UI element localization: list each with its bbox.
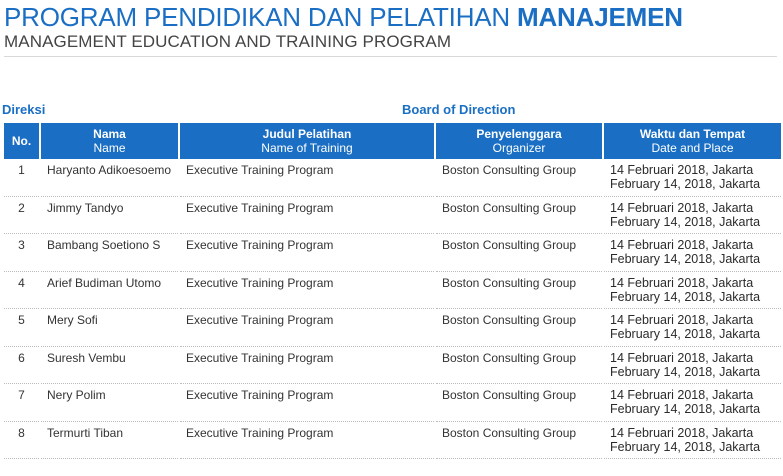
- cell-no: 4: [4, 272, 39, 310]
- date-place-id: 14 Februari 2018, Jakarta: [610, 388, 754, 402]
- cell-no: 1: [4, 159, 39, 197]
- cell-date-place: [604, 272, 781, 310]
- date-place-en: February 14, 2018, Jakarta: [610, 439, 761, 454]
- cell-date-place: [604, 309, 781, 347]
- date-place-en: February 14, 2018, Jakarta: [610, 327, 761, 341]
- column-header-organizer: Penyelenggara Organizer: [436, 123, 602, 159]
- cell-organizer: Boston Consulting Group: [436, 197, 602, 235]
- page-title-part1: PROGRAM PENDIDIKAN DAN PELATIHAN: [4, 2, 518, 32]
- date-place-en: February 14, 2018, Jakarta: [610, 214, 761, 229]
- cell-no: 6: [4, 347, 39, 385]
- cell-training: Executive Training Program: [180, 272, 434, 310]
- cell-name: Jimmy Tandyo: [41, 197, 178, 235]
- date-place-id: 14 Februari 2018, Jakarta: [610, 275, 754, 290]
- cell-training: Executive Training Program: [180, 422, 434, 460]
- cell-date-place: [604, 347, 781, 385]
- date-place-id: 14 Februari 2018, Jakarta: [610, 350, 754, 365]
- cell-organizer: Boston Consulting Group: [436, 422, 602, 460]
- cell-training: Executive Training Program: [180, 347, 434, 385]
- cell-training: Executive Training Program: [180, 384, 434, 422]
- cell-training: Executive Training Program: [180, 309, 434, 347]
- cell-no: 2: [4, 197, 39, 235]
- cell-organizer: Boston Consulting Group: [436, 384, 602, 422]
- column-header-no: No.: [4, 123, 39, 159]
- cell-date-place: [604, 384, 781, 422]
- table-row: [4, 272, 781, 310]
- table-row: [4, 234, 781, 272]
- cell-organizer: Boston Consulting Group: [436, 347, 602, 385]
- page-title-part2: MANAJEMEN: [517, 2, 683, 32]
- cell-training: Executive Training Program: [180, 234, 434, 272]
- section-label-id: Direksi: [2, 102, 46, 117]
- cell-training: Executive Training Program: [180, 197, 434, 235]
- cell-training: Executive Training Program: [180, 159, 434, 197]
- table-row: [4, 347, 781, 385]
- cell-organizer: Boston Consulting Group: [436, 272, 602, 310]
- header-divider: [4, 56, 777, 57]
- cell-name: Nery Polim: [41, 384, 178, 422]
- cell-date-place: [604, 234, 781, 272]
- date-place-en: February 14, 2018, Jakarta: [610, 402, 761, 416]
- cell-no: 3: [4, 234, 39, 272]
- cell-organizer: Boston Consulting Group: [436, 309, 602, 347]
- training-table: [2, 123, 783, 459]
- table-row: [4, 197, 781, 235]
- date-place-en: February 14, 2018, Jakarta: [610, 289, 761, 304]
- cell-date-place: [604, 422, 781, 460]
- date-place-en: February 14, 2018, Jakarta: [610, 252, 761, 266]
- table-row: [4, 309, 781, 347]
- cell-name: Bambang Soetiono S: [41, 234, 178, 272]
- date-place-en: February 14, 2018, Jakarta: [610, 177, 761, 191]
- table-header-row: [4, 123, 781, 159]
- date-place-id: 14 Februari 2018, Jakarta: [610, 425, 754, 440]
- cell-name: Termurti Tiban: [41, 422, 178, 460]
- cell-no: 7: [4, 384, 39, 422]
- table-row: [4, 422, 781, 460]
- cell-name: Haryanto Adikoesoemo: [41, 159, 178, 197]
- column-header-training: Judul Pelatihan Name of Training: [180, 123, 434, 159]
- cell-organizer: Boston Consulting Group: [436, 234, 602, 272]
- table-row: [4, 384, 781, 422]
- cell-name: Mery Sofi: [41, 309, 178, 347]
- date-place-id: 14 Februari 2018, Jakarta: [610, 238, 754, 252]
- cell-name: Arief Budiman Utomo: [41, 272, 178, 310]
- table-row: [4, 159, 781, 197]
- date-place-id: 14 Februari 2018, Jakarta: [610, 163, 754, 177]
- cell-no: 8: [4, 422, 39, 460]
- cell-date-place: [604, 197, 781, 235]
- column-header-name: Nama Name: [41, 123, 178, 159]
- date-place-id: 14 Februari 2018, Jakarta: [610, 200, 754, 215]
- column-header-date-place: Waktu dan Tempat Date and Place: [604, 123, 781, 159]
- cell-no: 5: [4, 309, 39, 347]
- cell-name: Suresh Vembu: [41, 347, 178, 385]
- date-place-en: February 14, 2018, Jakarta: [610, 364, 761, 379]
- page-title: [4, 2, 683, 32]
- cell-organizer: Boston Consulting Group: [436, 159, 602, 197]
- section-label-en: Board of Direction: [402, 102, 516, 117]
- page-subtitle: MANAGEMENT EDUCATION AND TRAINING PROGRAM: [4, 32, 452, 51]
- table-body: [4, 159, 781, 459]
- cell-date-place: [604, 159, 781, 197]
- date-place-id: 14 Februari 2018, Jakarta: [610, 313, 754, 327]
